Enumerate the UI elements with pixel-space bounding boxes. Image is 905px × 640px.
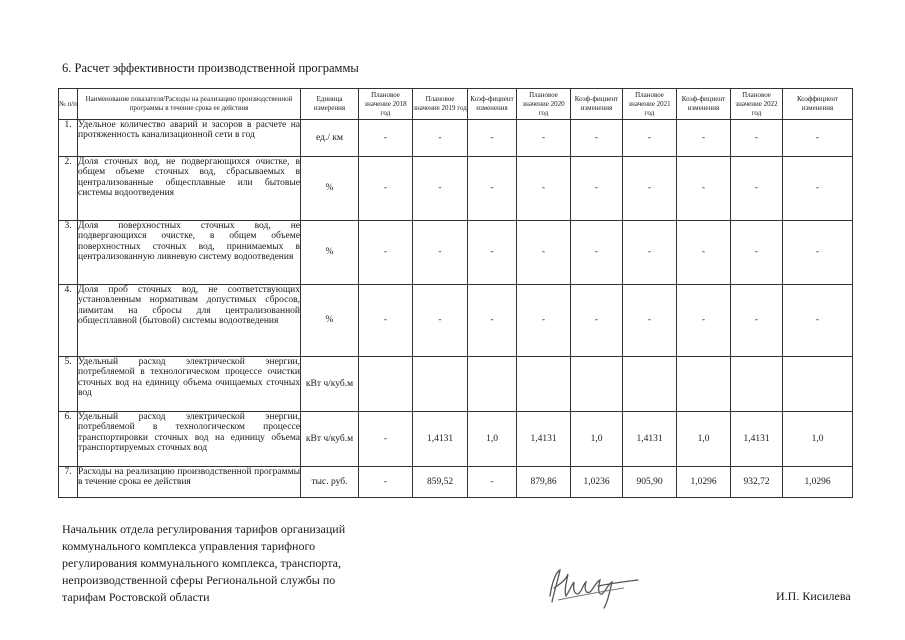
signature-block xyxy=(62,521,345,606)
value-cell: 1,0296 xyxy=(783,467,853,498)
value-cell: - xyxy=(571,285,623,357)
value-cell: 1,0296 xyxy=(677,467,731,498)
value-cell: - xyxy=(468,120,517,157)
header-cell: Коэф-фициент изменения xyxy=(677,89,731,120)
value-cell: - xyxy=(517,221,571,285)
value-cell: - xyxy=(731,221,783,285)
value-cell: - xyxy=(359,221,413,285)
value-cell: 1,4131 xyxy=(517,412,571,467)
value-cell: - xyxy=(359,285,413,357)
value-cell: - xyxy=(783,157,853,221)
value-cell: - xyxy=(731,157,783,221)
value-cell: - xyxy=(468,221,517,285)
indicator-name: Удельный расход электрической энергии, потребляемой в технологическом процессе транспортировки сточных вод на единицу объема транспортируемых сточных вод xyxy=(78,412,301,467)
row-number: 3. xyxy=(59,221,78,285)
row-number: 5. xyxy=(59,357,78,412)
table-row xyxy=(59,285,853,357)
row-number: 4. xyxy=(59,285,78,357)
value-cell: - xyxy=(468,157,517,221)
header-cell: Коэф-фициент изменения xyxy=(571,89,623,120)
value-cell: 905,90 xyxy=(623,467,677,498)
value-cell: - xyxy=(677,120,731,157)
header-cell: Плановое значение 2021 год xyxy=(623,89,677,120)
value-cell: 879,86 xyxy=(517,467,571,498)
value-cell: 1,4131 xyxy=(731,412,783,467)
value-cell: - xyxy=(468,467,517,498)
value-cell: - xyxy=(783,221,853,285)
value-cell: - xyxy=(413,120,468,157)
table-row xyxy=(59,221,853,285)
value-cell xyxy=(517,357,571,412)
table-header-row xyxy=(59,89,853,120)
value-cell: 1,4131 xyxy=(413,412,468,467)
value-cell xyxy=(731,357,783,412)
position-line: Начальник отдела регулирования тарифов организаций xyxy=(62,522,346,536)
value-cell xyxy=(623,357,677,412)
value-cell: - xyxy=(623,285,677,357)
value-cell: - xyxy=(359,467,413,498)
table-row xyxy=(59,120,853,157)
value-cell: 859,52 xyxy=(413,467,468,498)
unit-cell: тыс. руб. xyxy=(301,467,359,498)
indicator-name: Доля проб сточных вод, не соответствующих установленным нормативам допустимых сбросов, лимитам на сбросы для централизованной общесплавной (бытовой) системы водоотведения xyxy=(78,285,301,357)
value-cell: - xyxy=(623,157,677,221)
value-cell: - xyxy=(731,120,783,157)
table-row xyxy=(59,157,853,221)
header-cell: Плановое значение 2018 год xyxy=(359,89,413,120)
value-cell: - xyxy=(359,412,413,467)
value-cell: - xyxy=(413,285,468,357)
indicator-name: Доля поверхностных сточных вод, не подвергающихся очистке, в общем объеме поверхностных сточных вод, принимаемых в централизованную ливневую систему водоотведения xyxy=(78,221,301,285)
value-cell xyxy=(359,357,413,412)
value-cell: - xyxy=(623,120,677,157)
header-cell: Плановое значение 2020 год xyxy=(517,89,571,120)
value-cell xyxy=(677,357,731,412)
position-line: коммунального комплекса управления тарифного xyxy=(62,539,316,553)
table-row xyxy=(59,467,853,498)
value-cell: - xyxy=(677,221,731,285)
value-cell: 1,0236 xyxy=(571,467,623,498)
row-number: 7. xyxy=(59,467,78,498)
handwritten-signature xyxy=(538,562,650,610)
position-line: непроизводственной сферы Региональной службы по xyxy=(62,573,336,587)
value-cell: - xyxy=(517,157,571,221)
value-cell: 932,72 xyxy=(731,467,783,498)
value-cell: - xyxy=(783,120,853,157)
value-cell: - xyxy=(571,221,623,285)
table-row xyxy=(59,412,853,467)
value-cell: - xyxy=(623,221,677,285)
unit-cell: кВт ч/куб.м xyxy=(301,412,359,467)
value-cell xyxy=(571,357,623,412)
value-cell: - xyxy=(413,221,468,285)
unit-cell: % xyxy=(301,221,359,285)
value-cell: - xyxy=(413,157,468,221)
value-cell: 1,0 xyxy=(783,412,853,467)
value-cell: 1,0 xyxy=(468,412,517,467)
value-cell: - xyxy=(517,285,571,357)
indicator-name: Расходы на реализацию производственной программы в течение срока ее действия xyxy=(78,467,301,498)
value-cell xyxy=(413,357,468,412)
value-cell: - xyxy=(677,157,731,221)
value-cell: - xyxy=(571,157,623,221)
indicator-name: Удельный расход электрической энергии, потребляемой в технологическом процессе очистки сточных вод на единицу объема очищаемых сточных вод xyxy=(78,357,301,412)
value-cell: 1,0 xyxy=(677,412,731,467)
value-cell: - xyxy=(468,285,517,357)
unit-cell: % xyxy=(301,157,359,221)
indicator-name: Удельное количество аварий и засоров в расчете на протяженность канализационной сети в год xyxy=(78,120,301,157)
header-cell: Единица измерения xyxy=(301,89,359,120)
section-title: 6. Расчет эффективности производственной программы xyxy=(62,61,359,75)
value-cell: 1,4131 xyxy=(623,412,677,467)
unit-cell: ед./ км xyxy=(301,120,359,157)
header-cell: Плановое значение 2019 год xyxy=(413,89,468,120)
header-cell: Плановое значение 2022 год xyxy=(731,89,783,120)
value-cell: - xyxy=(783,285,853,357)
row-number: 6. xyxy=(59,412,78,467)
value-cell xyxy=(468,357,517,412)
unit-cell: кВт ч/куб.м xyxy=(301,357,359,412)
header-cell: Наименование показателя/Расходы на реализацию производственной программы в течение срока ее действия xyxy=(78,89,301,120)
value-cell: - xyxy=(571,120,623,157)
indicator-name: Доля сточных вод, не подвергающихся очистке, в общем объеме сточных вод, сбрасываемых в централизованные общесплавные или бытовые системы водоотведения xyxy=(78,157,301,221)
value-cell xyxy=(783,357,853,412)
efficiency-table xyxy=(58,88,853,498)
row-number: 1. xyxy=(59,120,78,157)
position-line: тарифам Ростовской области xyxy=(62,590,210,604)
unit-cell: % xyxy=(301,285,359,357)
signer-name: И.П. Кисилева xyxy=(776,589,851,603)
value-cell: - xyxy=(731,285,783,357)
value-cell: 1,0 xyxy=(571,412,623,467)
position-line: регулирования коммунального комплекса, транспорта, xyxy=(62,556,341,570)
value-cell: - xyxy=(359,157,413,221)
value-cell: - xyxy=(359,120,413,157)
header-cell: Коэффициент изменения xyxy=(783,89,853,120)
value-cell: - xyxy=(677,285,731,357)
header-cell: Коэф-фициент изменения xyxy=(468,89,517,120)
row-number: 2. xyxy=(59,157,78,221)
value-cell: - xyxy=(517,120,571,157)
table-row xyxy=(59,357,853,412)
header-cell: № п/п xyxy=(59,89,78,120)
